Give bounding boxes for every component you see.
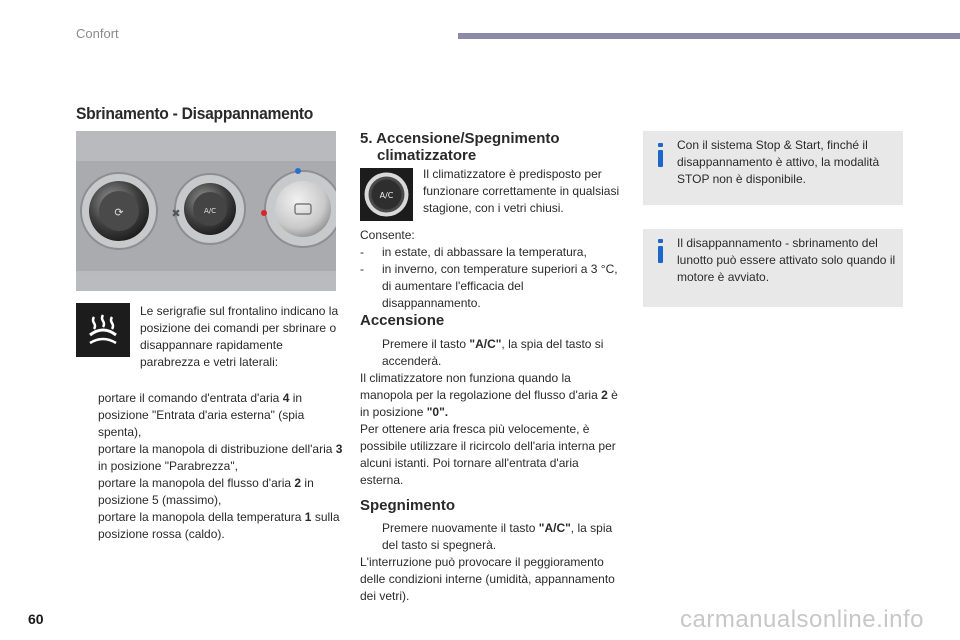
section-label: Confort bbox=[76, 26, 119, 41]
watermark: carmanualsonline.info bbox=[680, 606, 924, 633]
spegnimento-heading: Spegnimento bbox=[360, 497, 456, 514]
header-bar bbox=[458, 33, 960, 39]
list-item: - in estate, di abbassare la temperatura, bbox=[360, 245, 587, 259]
list-item: portare il comando d'entrata d'aria 4 in posizione "Entrata d'aria esterna" (spia spenta), bbox=[98, 391, 305, 439]
list-item: - in inverno, con temperature superiori a 3 °C, di aumentare l'efficacia del disappannamento. bbox=[360, 262, 618, 310]
page-number: 60 bbox=[28, 611, 44, 627]
list-item: portare la manopola del flusso d'aria 2 in posizione 5 (massimo), bbox=[98, 476, 314, 507]
defrost-steps bbox=[76, 390, 344, 543]
info-note-rear-defrost bbox=[643, 229, 903, 307]
defrost-icon bbox=[76, 303, 130, 357]
ac-icon-label: A/C bbox=[379, 191, 394, 200]
list-item: portare la manopola di distribuzione dell'aria 3 in posizione "Parabrezza", bbox=[98, 442, 343, 473]
consente-label: Consente: bbox=[360, 228, 415, 242]
svg-text:✖: ✖ bbox=[171, 208, 181, 220]
list-item: portare la manopola della temperatura 1 sulla posizione rossa (caldo). bbox=[98, 510, 340, 541]
info-icon bbox=[658, 239, 663, 243]
list-item: Premere il tasto "A/C", la spia del tasto si accenderà. bbox=[382, 337, 604, 368]
list-item: Premere nuovamente il tasto "A/C", la spia del tasto si spegnerà. bbox=[382, 521, 613, 552]
info-icon bbox=[658, 143, 663, 147]
defrost-caption: Le serigrafie sul frontalino indicano la posizione dei comandi per sbrinare o disappannare rapidamente parabrezza e vetri laterali: bbox=[140, 304, 339, 369]
consente-block bbox=[360, 227, 620, 312]
ac-knob-label: A/C bbox=[203, 207, 217, 215]
ac-intro: Il climatizzatore è predisposto per funzionare correttamente in qualsiasi stagione, con i vetri chiusi. bbox=[423, 167, 620, 215]
note-text: Con il sistema Stop & Start, finché il disappannamento è attivo, la modalità STOP non è disponibile. bbox=[677, 138, 880, 186]
note-text: Il disappannamento - sbrinamento del lunotto può essere attivato solo quando il motore è avviato. bbox=[677, 236, 896, 284]
red-indicator bbox=[261, 210, 267, 216]
spegnimento-body: Premere nuovamente il tasto "A/C", la spia del tasto si spegnerà. L'interruzione può provocare il peggioramento delle condizioni interne (umidità, appannamento dei vetri). bbox=[360, 520, 622, 605]
accensione-heading: Accensione bbox=[360, 312, 445, 329]
climate-control-illustration bbox=[76, 131, 336, 291]
climate-control-panel-photo bbox=[76, 131, 336, 291]
svg-text:⟳: ⟳ bbox=[114, 206, 124, 219]
ac-button-icon bbox=[360, 168, 413, 221]
accensione-body: Premere il tasto "A/C", la spia del tasto si accenderà. Il climatizzatore non funziona quando la manopola per la regolazione del flusso d'aria 2 è in posizione "0". Per ottenere aria fresca più velocemente, è possibile utilizzare il ricircolo dell'aria interna per alcuni istanti. Poi tornare all'entrata d'aria esterna. bbox=[360, 336, 622, 489]
blue-indicator bbox=[295, 168, 301, 174]
info-note-stop-start bbox=[643, 131, 903, 205]
section-heading: 5. Accensione/Spegnimento climatizzatore bbox=[360, 130, 560, 164]
fan-knob bbox=[81, 173, 157, 249]
page-title: Sbrinamento - Disappannamento bbox=[76, 104, 314, 123]
